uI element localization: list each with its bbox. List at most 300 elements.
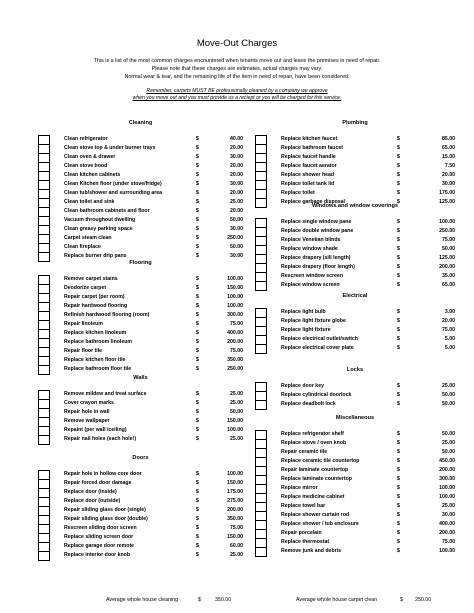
charge-amount: 25.00: [230, 552, 243, 558]
right-section-heading: Electrical: [342, 293, 368, 299]
charge-amount: 50.00: [442, 449, 455, 455]
charge-amount: 300.00: [227, 312, 243, 318]
charge-amount: 125.00: [439, 199, 455, 205]
charge-label: Replace bathroom linoleum: [64, 339, 133, 345]
intro-line-3: Normal wear & tear, and the remaining life of the item in need of repair, have been considered.: [124, 74, 350, 80]
charge-row: [255, 317, 455, 326]
charge-amount: 75.00: [442, 539, 455, 545]
charge-amount: 20.00: [442, 318, 455, 324]
charge-row: [255, 153, 455, 162]
charge-row: [255, 547, 455, 556]
charge-dollar-sign: $: [196, 552, 199, 558]
charge-label: Replace shower curtain rod: [281, 512, 350, 518]
charge-amount: 275.00: [227, 498, 243, 504]
charge-label: Repair hole in hollow core door: [64, 471, 142, 477]
charge-row: [38, 515, 243, 524]
charge-row: [255, 227, 455, 236]
charge-dollar-sign: $: [196, 163, 199, 169]
charge-row: [255, 144, 455, 153]
charge-dollar-sign: $: [196, 498, 199, 504]
charge-label: Replace window shade: [281, 246, 338, 252]
charge-amount: 50.00: [442, 401, 455, 407]
charge-dollar-sign: $: [397, 154, 400, 160]
charge-row: [255, 475, 455, 484]
charge-dollar-sign: $: [196, 226, 199, 232]
charge-dollar-sign: $: [196, 418, 199, 424]
charge-row: [38, 311, 243, 320]
charge-row: [255, 391, 455, 400]
charge-dollar-sign: $: [397, 309, 400, 315]
charge-dollar-sign: $: [397, 401, 400, 407]
charge-amount: 35.00: [442, 273, 455, 279]
charge-dollar-sign: $: [196, 217, 199, 223]
charge-amount: 200.00: [439, 467, 455, 473]
charge-dollar-sign: $: [397, 327, 400, 333]
charge-row: [38, 189, 243, 198]
charge-label: Clean oven & drawer: [64, 154, 116, 160]
charge-amount: 100.00: [227, 471, 243, 477]
footer-carpet-dollar: $: [400, 597, 403, 603]
charge-label: Replace drapery (floor length): [281, 264, 355, 270]
charge-amount: 75.00: [442, 327, 455, 333]
charge-row: [38, 399, 243, 408]
charge-row: [255, 335, 455, 344]
charge-row: [255, 308, 455, 317]
charge-dollar-sign: $: [397, 503, 400, 509]
charge-amount: 450.00: [439, 458, 455, 464]
charge-row: [38, 329, 243, 338]
charge-dollar-sign: $: [397, 467, 400, 473]
charge-label: Clean tub/shower and surrounding area: [64, 190, 163, 196]
left-section-heading: Doors: [132, 455, 149, 461]
charge-row: [38, 338, 243, 347]
charge-label: Repair ceramic tile: [281, 449, 328, 455]
charge-row: [38, 234, 243, 243]
charge-dollar-sign: $: [196, 436, 199, 442]
charge-row: [38, 243, 243, 252]
charge-dollar-sign: $: [397, 476, 400, 482]
charge-label: Replace refrigerator shelf: [281, 431, 344, 437]
footer-carpet-amount: 250.00: [415, 597, 432, 603]
charge-row: [255, 189, 455, 198]
charge-row: [255, 272, 455, 281]
charge-dollar-sign: $: [196, 516, 199, 522]
charge-amount: 75.00: [230, 525, 243, 531]
charge-row: [38, 144, 243, 153]
charge-amount: 65.00: [442, 282, 455, 288]
charge-amount: 5.00: [444, 336, 455, 342]
charge-amount: 30.00: [230, 154, 243, 160]
charge-dollar-sign: $: [397, 449, 400, 455]
charge-row: [255, 511, 455, 520]
charge-amount: 20.00: [230, 190, 243, 196]
charge-amount: 350.00: [227, 516, 243, 522]
charge-row: [255, 326, 455, 335]
charge-amount: 7.50: [444, 163, 455, 169]
charge-amount: 250.00: [439, 228, 455, 234]
charge-row: [255, 236, 455, 245]
charge-label: Remove junk and debris: [281, 548, 341, 554]
right-section-heading: Plumbing: [342, 120, 368, 126]
charge-row: [38, 470, 243, 479]
footer-cleaning-average: [106, 597, 232, 603]
charge-label: Replace light fixture globe: [281, 318, 346, 324]
charge-row: [255, 162, 455, 171]
charge-dollar-sign: $: [397, 255, 400, 261]
charge-label: Clean kitchen cabinets: [64, 172, 121, 178]
right-section-heading: Miscellaneous: [335, 415, 375, 421]
charge-row: [38, 365, 243, 374]
charge-label: Replace sliding screen door: [64, 534, 134, 540]
charge-dollar-sign: $: [397, 219, 400, 225]
charge-row: [255, 135, 455, 144]
charge-row: [38, 284, 243, 293]
charge-label: Repair nail holes (each hole!): [64, 436, 137, 442]
charge-dollar-sign: $: [196, 276, 199, 282]
charge-amount: 25.00: [230, 436, 243, 442]
charge-row: [38, 488, 243, 497]
charge-dollar-sign: $: [196, 208, 199, 214]
charge-dollar-sign: $: [196, 543, 199, 549]
carpet-notice-line-1: [0, 88, 474, 95]
footer-cleaning-label: Average whole house cleaning: [106, 597, 179, 603]
charge-amount: 20.00: [442, 172, 455, 178]
charge-amount: 25.00: [442, 383, 455, 389]
charge-row: [38, 207, 243, 216]
right-section-heading: Locks: [346, 367, 364, 373]
charge-row: [38, 497, 243, 506]
charge-label: Repair hole in wall: [64, 409, 110, 415]
charge-dollar-sign: $: [196, 321, 199, 327]
charge-row: [255, 400, 455, 409]
charge-amount: 200.00: [439, 530, 455, 536]
charge-row: [38, 180, 243, 189]
charge-label: Replace cylindrical doorlock: [281, 392, 352, 398]
charge-dollar-sign: $: [397, 181, 400, 187]
charge-label: Replace Venetian blinds: [281, 237, 341, 243]
charge-amount: 20.00: [230, 208, 243, 214]
charge-label: Repair laminate countertop: [281, 467, 349, 473]
charge-label: Carpet steam clean: [64, 235, 112, 241]
charge-dollar-sign: $: [397, 431, 400, 437]
charge-dollar-sign: $: [196, 199, 199, 205]
right-section-heading: Windows and window coverings: [311, 203, 399, 209]
charge-label: Replace kitchen faucet: [281, 136, 338, 142]
charge-label: Clean fireplace: [64, 244, 101, 250]
charge-amount: 200.00: [227, 507, 243, 513]
page-title: Move-Out Charges: [196, 38, 278, 49]
charge-row: [38, 275, 243, 284]
charge-dollar-sign: $: [196, 172, 199, 178]
charge-label: Repair sliding glass door (double): [64, 516, 148, 522]
charge-row: [38, 135, 243, 144]
charge-amount: 20.00: [230, 172, 243, 178]
charge-row: [255, 171, 455, 180]
charge-amount: 60.00: [230, 543, 243, 549]
charge-label: Rescreen sliding door screen: [64, 525, 137, 531]
charge-amount: 25.00: [230, 199, 243, 205]
charge-amount: 50.00: [230, 217, 243, 223]
charge-label: Vacuum throughout dwelling: [64, 217, 136, 223]
charge-amount: 150.00: [227, 534, 243, 540]
charge-label: Replace electrical outlet/switch: [281, 336, 358, 342]
charge-amount: 100.00: [227, 303, 243, 309]
charge-row: [38, 225, 243, 234]
charge-label: Clean bathroom cabinets and floor: [64, 208, 150, 214]
charge-row: [255, 439, 455, 448]
charge-amount: 50.00: [442, 392, 455, 398]
charge-row: [38, 320, 243, 329]
charge-row: [38, 171, 243, 180]
charge-row: [38, 435, 243, 444]
charge-amount: 125.00: [439, 255, 455, 261]
charge-label: Replace interior door knob: [64, 552, 131, 558]
charge-label: Replace door key: [281, 383, 324, 389]
charge-label: Remove mildew and treat surface: [64, 391, 147, 397]
charge-amount: 15.00: [442, 154, 455, 160]
charge-label: Replace medicine cabinet: [281, 494, 345, 500]
charge-dollar-sign: $: [196, 330, 199, 336]
charge-dollar-sign: $: [397, 345, 400, 351]
charge-dollar-sign: $: [196, 507, 199, 513]
charge-row: [38, 551, 243, 560]
charge-label: Clean stove top & under burner trays: [64, 145, 156, 151]
charge-label: Replace thermostat: [281, 539, 330, 545]
charge-dollar-sign: $: [196, 253, 199, 259]
charge-dollar-sign: $: [397, 318, 400, 324]
charge-dollar-sign: $: [196, 303, 199, 309]
charge-row: [38, 426, 243, 435]
charge-dollar-sign: $: [397, 264, 400, 270]
charge-dollar-sign: $: [196, 525, 199, 531]
charge-amount: 40.00: [230, 136, 243, 142]
charge-row: [38, 347, 243, 356]
charge-amount: 350.00: [227, 357, 243, 363]
charge-amount: 100.00: [439, 485, 455, 491]
charge-label: Replace mirror: [281, 485, 318, 491]
left-section-heading: Walls: [133, 375, 148, 381]
charge-row: [255, 457, 455, 466]
charge-dollar-sign: $: [196, 181, 199, 187]
charge-amount: 30.00: [230, 226, 243, 232]
charge-label: Replace electrical cover plate: [281, 345, 354, 351]
charge-dollar-sign: $: [397, 383, 400, 389]
charge-amount: 100.00: [439, 494, 455, 500]
charge-label: Repair linoleum: [64, 321, 103, 327]
charge-label: Replace ceramic tile countertop: [281, 458, 360, 464]
charge-dollar-sign: $: [196, 489, 199, 495]
charge-dollar-sign: $: [397, 458, 400, 464]
charge-amount: 50.00: [230, 409, 243, 415]
charge-row: [38, 162, 243, 171]
charge-label: Replace drapery (sill length): [281, 255, 351, 261]
charge-label: Replace kitchen floor tile: [64, 357, 126, 363]
charge-dollar-sign: $: [196, 400, 199, 406]
charge-dollar-sign: $: [397, 246, 400, 252]
charge-label: Replace light bulb: [281, 309, 326, 315]
charge-row: [255, 520, 455, 529]
charge-label: Replace window screen: [281, 282, 340, 288]
charge-dollar-sign: $: [397, 199, 400, 205]
charge-label: Clean stove hood: [64, 163, 108, 169]
charge-row: [38, 408, 243, 417]
charge-dollar-sign: $: [397, 521, 400, 527]
intro-line-1: This is a list of the most common charges encountered when tenants move out and leave the premises in need of repair.: [93, 58, 381, 64]
charge-label: Replace kitchen linoleum: [64, 330, 127, 336]
charge-dollar-sign: $: [397, 440, 400, 446]
charge-label: Deodorize carpet: [64, 285, 107, 291]
charge-row: [255, 484, 455, 493]
charge-label: Replace burner drip pans: [64, 253, 127, 259]
footer-cleaning-dollar: $: [198, 597, 201, 603]
charge-amount: 25.00: [442, 503, 455, 509]
charge-amount: 75.00: [230, 348, 243, 354]
charge-amount: 30.00: [230, 181, 243, 187]
charge-row: [38, 198, 243, 207]
charge-label: Replace garage door remote: [64, 543, 135, 549]
charge-amount: 100.00: [439, 219, 455, 225]
charge-row: [38, 390, 243, 399]
charge-amount: 30.00: [442, 181, 455, 187]
charge-amount: 150.00: [227, 285, 243, 291]
charge-amount: 65.00: [442, 145, 455, 151]
charge-label: Replace single window pane: [281, 219, 352, 225]
charge-label: Repair carpet (per room): [64, 294, 125, 300]
left-section-heading: Flooring: [129, 260, 152, 266]
charge-dollar-sign: $: [196, 190, 199, 196]
charge-label: Replace garbage disposal: [281, 199, 346, 205]
charge-row: [255, 382, 455, 391]
charge-dollar-sign: $: [397, 512, 400, 518]
charge-dollar-sign: $: [397, 237, 400, 243]
charge-dollar-sign: $: [196, 391, 199, 397]
charge-row: [38, 417, 243, 426]
charge-row: [38, 533, 243, 542]
charge-row: [38, 506, 243, 515]
charge-dollar-sign: $: [196, 235, 199, 241]
charge-amount: 150.00: [227, 480, 243, 486]
charge-dollar-sign: $: [397, 228, 400, 234]
charge-label: Repair hardwood flooring: [64, 303, 128, 309]
charge-row: [255, 448, 455, 457]
charge-row: [255, 529, 455, 538]
charge-row: [38, 153, 243, 162]
charge-label: Replace door (inside): [64, 489, 117, 495]
charge-label: Replace bathroom floor tile: [64, 366, 132, 372]
charge-label: Repair floor tile: [64, 348, 103, 354]
charge-amount: 175.00: [227, 489, 243, 495]
charge-amount: 50.00: [442, 246, 455, 252]
charge-row: [255, 344, 455, 353]
charge-label: Replace deadbolt lock: [281, 401, 336, 407]
charge-label: Clean toilet and sink: [64, 199, 115, 205]
charge-label: Replace faucet aerator: [281, 163, 337, 169]
charge-label: Replace toilet tank lid: [281, 181, 335, 187]
footer-carpet-label: Average whole house carpet clean: [296, 597, 378, 603]
charge-amount: 75.00: [442, 237, 455, 243]
charge-dollar-sign: $: [397, 548, 400, 554]
charge-dollar-sign: $: [196, 471, 199, 477]
charge-label: Replace toilet: [281, 190, 315, 196]
footer-carpet-average: [296, 597, 432, 603]
charge-row: [255, 263, 455, 272]
charge-dollar-sign: $: [397, 539, 400, 545]
charge-amount: 25.00: [230, 400, 243, 406]
charge-dollar-sign: $: [397, 282, 400, 288]
charge-dollar-sign: $: [196, 357, 199, 363]
charge-amount: 30.00: [230, 253, 243, 259]
charge-amount: 250.00: [227, 366, 243, 372]
charge-label: Remove wallpaper: [64, 418, 110, 424]
charge-amount: 400.00: [227, 330, 243, 336]
charge-row: [255, 493, 455, 502]
charge-dollar-sign: $: [196, 534, 199, 540]
charge-label: Replace shower / tub enclosure: [281, 521, 359, 527]
charge-amount: 400.00: [439, 521, 455, 527]
carpet-notice-text-2: when you move out and you must provide us a reciept or you will be charged for this service.: [132, 95, 342, 101]
charge-label: Cover crayon marks: [64, 400, 114, 406]
charge-row: [255, 254, 455, 263]
charge-label: Refinish hardwood flooring (room): [64, 312, 150, 318]
charge-dollar-sign: $: [397, 163, 400, 169]
charge-amount: 100.00: [439, 548, 455, 554]
charge-dollar-sign: $: [397, 485, 400, 491]
charge-dollar-sign: $: [196, 339, 199, 345]
charge-dollar-sign: $: [196, 366, 199, 372]
charge-dollar-sign: $: [196, 312, 199, 318]
charge-label: Replace door (outside): [64, 498, 121, 504]
charge-label: Repair porcelain: [281, 530, 322, 536]
charge-amount: 75.00: [230, 321, 243, 327]
charge-dollar-sign: $: [397, 273, 400, 279]
charge-amount: 3.00: [444, 309, 455, 315]
charge-amount: 50.00: [442, 431, 455, 437]
intro-line-2: Please note that these charges are estimates, actual charges may vary.: [151, 66, 323, 72]
charge-dollar-sign: $: [196, 348, 199, 354]
charge-dollar-sign: $: [397, 530, 400, 536]
left-section-heading: Cleaning: [128, 120, 153, 126]
charge-label: Replace faucet handle: [281, 154, 336, 160]
charge-row: [255, 281, 455, 290]
charge-amount: 200.00: [439, 264, 455, 270]
charge-amount: 150.00: [227, 418, 243, 424]
charge-dollar-sign: $: [397, 494, 400, 500]
charge-label: Remove carpet stains: [64, 276, 118, 282]
charge-dollar-sign: $: [196, 136, 199, 142]
charge-label: Clean Kitchen floor (under stove/fridge): [64, 181, 162, 187]
charge-row: [255, 430, 455, 439]
charge-label: Clean greasy parking space: [64, 226, 133, 232]
carpet-notice-line-2: [0, 95, 474, 102]
charge-label: Repair forced door damage: [64, 480, 132, 486]
charge-dollar-sign: $: [397, 145, 400, 151]
carpet-notice-text-1: Remember, carpets MUST BE professionally cleaned by a company we approve: [146, 88, 328, 94]
charge-amount: 5.00: [444, 345, 455, 351]
charge-amount: 175.00: [439, 190, 455, 196]
charge-row: [38, 542, 243, 551]
charge-row: [38, 479, 243, 488]
charge-amount: 200.00: [227, 339, 243, 345]
charge-amount: 20.00: [230, 163, 243, 169]
charge-amount: 100.00: [227, 294, 243, 300]
charge-amount: 30.00: [442, 512, 455, 518]
charge-dollar-sign: $: [196, 154, 199, 160]
charge-dollar-sign: $: [196, 145, 199, 151]
charge-label: Replace bathroom faucet: [281, 145, 343, 151]
charge-dollar-sign: $: [397, 336, 400, 342]
charge-dollar-sign: $: [196, 409, 199, 415]
charge-label: Replace double window pane: [281, 228, 354, 234]
